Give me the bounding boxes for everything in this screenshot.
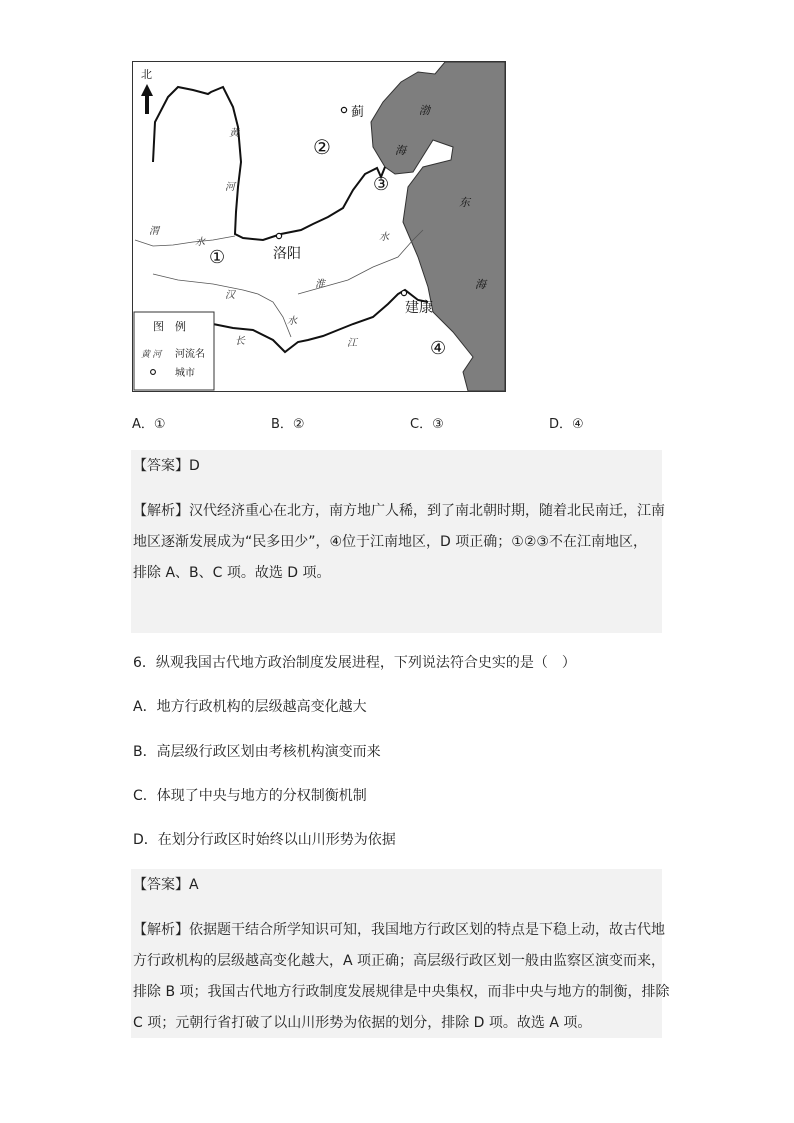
huanghe-label-2: 河 bbox=[225, 182, 235, 193]
huaishui-label-2: 水 bbox=[379, 232, 389, 243]
ji-city-label: 蓟 bbox=[351, 104, 365, 119]
q6-option-b: B．高层级行政区划由考核机构演变而来 bbox=[133, 744, 381, 760]
q5-option-a: A．① bbox=[132, 417, 166, 432]
q6-option-c: C．体现了中央与地方的分权制衡机制 bbox=[133, 788, 367, 804]
jiankang-city-label: 建康 bbox=[405, 301, 433, 316]
q6-analysis-line-3: 排除 B 项；我国古代地方行政制度发展规律是中央集权，而非中央与地方的制衡，排除 bbox=[133, 984, 670, 1000]
q6-stem: 6．纵观我国古代地方政治制度发展进程，下列说法符合史实的是（ ） bbox=[133, 655, 576, 671]
legend-title: 图 例 bbox=[153, 321, 186, 333]
q5-analysis-line-3: 排除 A、B、C 项。故选 D 项。 bbox=[133, 565, 331, 581]
ji-city-marker bbox=[341, 107, 346, 112]
q5-option-d: D．④ bbox=[549, 417, 584, 432]
region-4-label: ④ bbox=[430, 338, 447, 358]
q5-analysis-line-2: 地区逐渐发展成为“民多田少”，④位于江南地区，D 项正确；①②③不在江南地区， bbox=[133, 534, 647, 550]
changjiang-river bbox=[213, 290, 428, 352]
changjiang-label-2: 江 bbox=[347, 338, 357, 349]
weishui-label-2: 水 bbox=[195, 237, 205, 248]
historical-map bbox=[132, 61, 506, 392]
north-arrow bbox=[141, 68, 153, 114]
q6-option-d: D．在划分行政区时始终以山川形势为依据 bbox=[133, 832, 396, 848]
huaishui-label-1: 淮 bbox=[315, 279, 325, 290]
legend-river-sample: 黄 河 bbox=[141, 349, 162, 359]
q6-option-a: A．地方行政机构的层级越高变化越大 bbox=[133, 699, 367, 715]
q6-analysis-line-4: C 项；元朝行省打破了以山川形势为依据的划分，排除 D 项。故选 A 项。 bbox=[133, 1015, 592, 1031]
q5-analysis-line-1: 【解析】汉代经济重心在北方，南方地广人稀，到了南北朝时期，随着北民南迁，江南 bbox=[133, 503, 665, 519]
region-1-label: ① bbox=[209, 247, 226, 267]
sea-label-dong: 东 bbox=[459, 197, 470, 209]
region-2-label: ② bbox=[313, 137, 331, 159]
huanghe-label-1: 黄 bbox=[229, 128, 239, 139]
hanshui-label-1: 汉 bbox=[225, 290, 235, 301]
q6-answer: 【答案】A bbox=[133, 877, 199, 893]
sea-label-bo: 渤 bbox=[419, 105, 430, 117]
region-3-label: ③ bbox=[373, 174, 390, 194]
sea-label-hai-1: 海 bbox=[395, 145, 406, 157]
q5-option-c: C．③ bbox=[410, 417, 444, 432]
hanshui-label-2: 水 bbox=[287, 316, 297, 327]
q5-options bbox=[132, 413, 662, 433]
weishui-river bbox=[135, 236, 235, 246]
q5-option-b: B．② bbox=[271, 417, 305, 432]
map-legend bbox=[134, 312, 214, 390]
q6-analysis-line-1: 【解析】依据题干结合所学知识可知，我国地方行政区划的特点是下稳上动，故古代地 bbox=[133, 922, 665, 938]
luoyang-city-label: 洛阳 bbox=[273, 247, 301, 262]
changjiang-label-1: 长 bbox=[235, 336, 245, 347]
legend-river-desc: 河流名 bbox=[175, 349, 205, 360]
sea-label-hai-2: 海 bbox=[475, 279, 486, 291]
q6-analysis-line-2: 方行政机构的层级越高变化越大，A 项正确；高层级行政区划一般由监察区演变而来， bbox=[133, 953, 666, 969]
luoyang-city-marker bbox=[276, 233, 281, 238]
legend-city-desc: 城市 bbox=[175, 368, 195, 379]
weishui-label-1: 渭 bbox=[149, 226, 159, 237]
svg-text:北: 北 bbox=[141, 69, 152, 81]
q5-answer: 【答案】D bbox=[133, 458, 200, 474]
jiankang-city-marker bbox=[401, 290, 406, 295]
